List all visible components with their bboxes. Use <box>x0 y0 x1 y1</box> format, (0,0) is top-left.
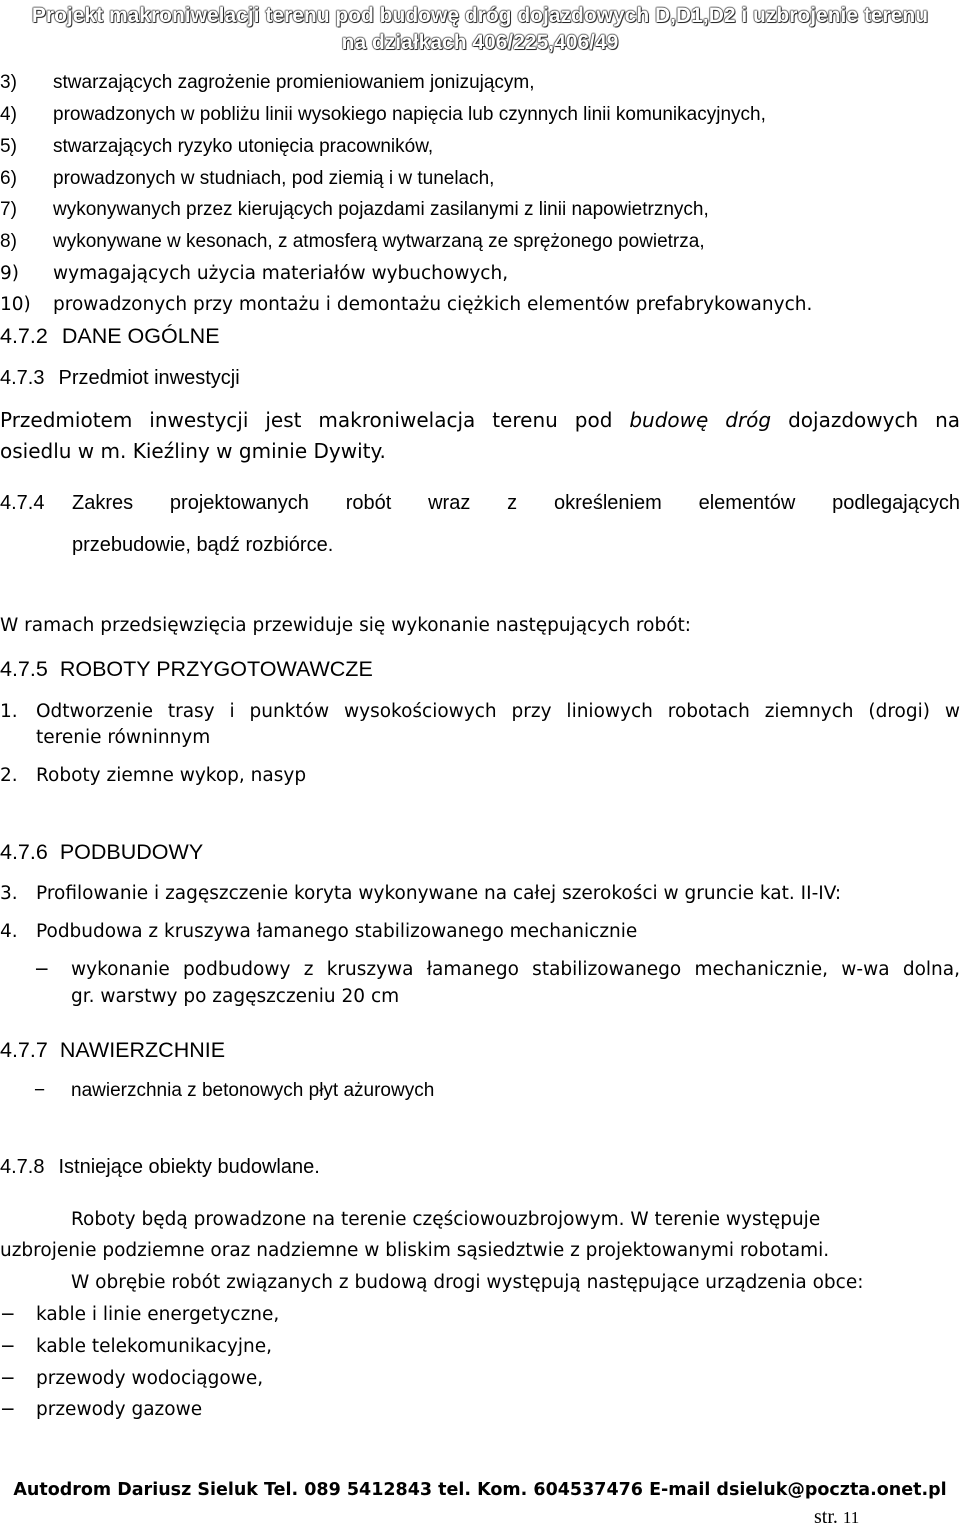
section-title: DANE OGÓLNE <box>61 324 220 348</box>
list-item-text: kable i linie energetyczne, <box>36 1304 280 1325</box>
numbered-item-text: Podbudowa z kruszywa łamanego stabilizowanego mechanicznie <box>36 921 638 942</box>
section-title: NAWIERZCHNIE <box>59 1038 226 1062</box>
list-item <box>0 168 960 194</box>
list-item <box>0 1304 960 1330</box>
section-number: 4.7.2 <box>0 324 48 348</box>
list-item <box>0 294 960 320</box>
numbered-item-text-line2: terenie równinnym <box>36 727 211 748</box>
numbered-item-number: 2. <box>0 765 18 786</box>
list-item-number: 8) <box>0 231 17 252</box>
section-number: 4.7.5 <box>0 657 48 681</box>
list-item-number: 9) <box>0 263 19 284</box>
numbered-item-number: 4. <box>0 921 18 942</box>
section-number-4-7-4: 4.7.4 <box>0 492 45 514</box>
works-intro: W ramach przedsięwzięcia przewiduje się wykonanie następujących robót: <box>0 615 691 636</box>
investment-paragraph-line2: osiedlu w m. Kieźliny w gminie Dywity. <box>0 439 386 463</box>
section-title: ROBOTY PRZYGOTOWAWCZE <box>59 657 373 681</box>
section-heading-4-7-8 <box>0 1156 320 1179</box>
section-title: PODBUDOWY <box>59 840 204 864</box>
existing-objects-para2: W obrębie robót związanych z budową drogi występują następujące urządzenia obce: <box>71 1272 864 1293</box>
section-heading-4-7-5 <box>0 657 373 682</box>
dash-bullet: − <box>0 1399 16 1420</box>
section-heading-4-7-7 <box>0 1038 225 1063</box>
document-header-line2: na działkach 406/225,406/49 <box>341 31 619 54</box>
list-item-text: wymagających użycia materiałów wybuchowych, <box>53 263 509 284</box>
list-item-text: wykonywanych przez kierujących pojazdami zasilanymi z linii napowietrznych, <box>53 199 709 220</box>
existing-objects-para1-line1: Roboty będą prowadzone na terenie częściowouzbrojowym. W terenie występuje <box>71 1209 821 1230</box>
list-item <box>0 1399 960 1425</box>
dash-bullet: − <box>0 1336 16 1357</box>
list-item-text: stwarzających zagrożenie promieniowaniem jonizującym, <box>53 72 535 93</box>
list-item-text: prowadzonych w pobliżu linii wysokiego napięcia lub czynnych linii komunikacyjnych, <box>53 104 766 125</box>
dash-bullet: − <box>0 1304 16 1325</box>
list-item <box>0 1368 960 1394</box>
page-number-value: 11 <box>842 1508 860 1527</box>
list-item-number: 6) <box>0 168 17 189</box>
numbered-item-number: 3. <box>0 883 18 904</box>
dash-bullet: − <box>34 1080 46 1101</box>
list-item <box>0 231 960 257</box>
list-item <box>0 72 960 98</box>
section-title: Przedmiot inwestycji <box>58 367 240 389</box>
list-item-number: 10) <box>0 294 31 315</box>
list-item <box>0 104 960 130</box>
section-number: 4.7.8 <box>0 1156 45 1178</box>
section-title-4-7-4-line2: przebudowie, bądź rozbiórce. <box>72 534 334 556</box>
list-item-number: 5) <box>0 136 17 157</box>
list-item-number: 3) <box>0 72 17 93</box>
document-header-line1: Projekt makroniwelacji terenu pod budowę dróg dojazdowych D,D1,D2 i uzbrojenie terenu <box>31 4 929 27</box>
paragraph-text: Przedmiotem inwestycji jest makroniwelacja terenu pod <box>0 408 613 432</box>
page-number <box>814 1506 859 1529</box>
dash-item-text: nawierzchnia z betonowych płyt ażurowych <box>71 1080 435 1101</box>
list-item-text: stwarzających ryzyko utonięcia pracowników, <box>53 136 434 157</box>
section-number: 4.7.6 <box>0 840 48 864</box>
list-item <box>0 263 960 289</box>
list-item-text: kable telekomunikacyjne, <box>36 1336 272 1357</box>
numbered-item-number: 1. <box>0 701 18 722</box>
section-number: 4.7.7 <box>0 1038 48 1062</box>
dash-item-text-line2: gr. warstwy po zagęszczeniu 20 cm <box>71 986 400 1007</box>
section-title-4-7-4-line1: Zakres projektowanych robót wraz z określeniem elementów podlegających <box>72 492 960 514</box>
dash-bullet: − <box>0 1368 16 1389</box>
list-item <box>0 199 960 225</box>
list-item-text: przewody wodociągowe, <box>36 1368 264 1389</box>
section-heading-4-7-3 <box>0 367 240 390</box>
section-heading-4-7-6 <box>0 840 203 865</box>
list-item-text: przewody gazowe <box>36 1399 203 1420</box>
paragraph-text: dojazdowych na <box>788 408 960 432</box>
list-item-text: prowadzonych przy montażu i demontażu ciężkich elementów prefabrykowanych. <box>53 294 813 315</box>
list-item <box>0 1336 960 1362</box>
paragraph-italic-text: budowę <box>629 408 709 432</box>
numbered-item-text: Roboty ziemne wykop, nasyp <box>36 765 307 786</box>
dash-bullet: − <box>34 959 50 980</box>
dash-item-text-line1: wykonanie podbudowy z kruszywa łamanego stabilizowanego mechanicznie, w-wa dolna, <box>71 959 960 980</box>
list-item-number: 4) <box>0 104 17 125</box>
list-item <box>0 136 960 162</box>
list-item-text: prowadzonych w studniach, pod ziemią i w tunelach, <box>53 168 495 189</box>
numbered-item-text: Profilowanie i zagęszczenie koryta wykonywane na całej szerokości w gruncie kat. II-IV: <box>36 883 842 904</box>
list-item-number: 7) <box>0 199 17 220</box>
investment-paragraph-line1 <box>0 408 960 432</box>
paragraph-italic-text: dróg <box>725 408 772 432</box>
page-label: str. <box>814 1506 838 1528</box>
document-footer: Autodrom Dariusz Sieluk Tel. 089 5412843 tel. Kom. 604537476 E-mail dsieluk@poczta.onet.pl <box>13 1480 947 1500</box>
list-item-text: wykonywane w kesonach, z atmosferą wytwarzaną ze sprężonego powietrza, <box>53 231 705 252</box>
section-title: Istniejące obiekty budowlane. <box>58 1156 320 1178</box>
section-heading-4-7-2 <box>0 324 220 349</box>
existing-objects-para1-line2: uzbrojenie podziemne oraz nadziemne w bliskim sąsiedztwie z projektowanymi robotami. <box>0 1240 830 1261</box>
numbered-item-text-line1: Odtworzenie trasy i punktów wysokościowych przy liniowych robotach ziemnych (drogi) w <box>36 701 960 722</box>
section-number: 4.7.3 <box>0 367 45 389</box>
